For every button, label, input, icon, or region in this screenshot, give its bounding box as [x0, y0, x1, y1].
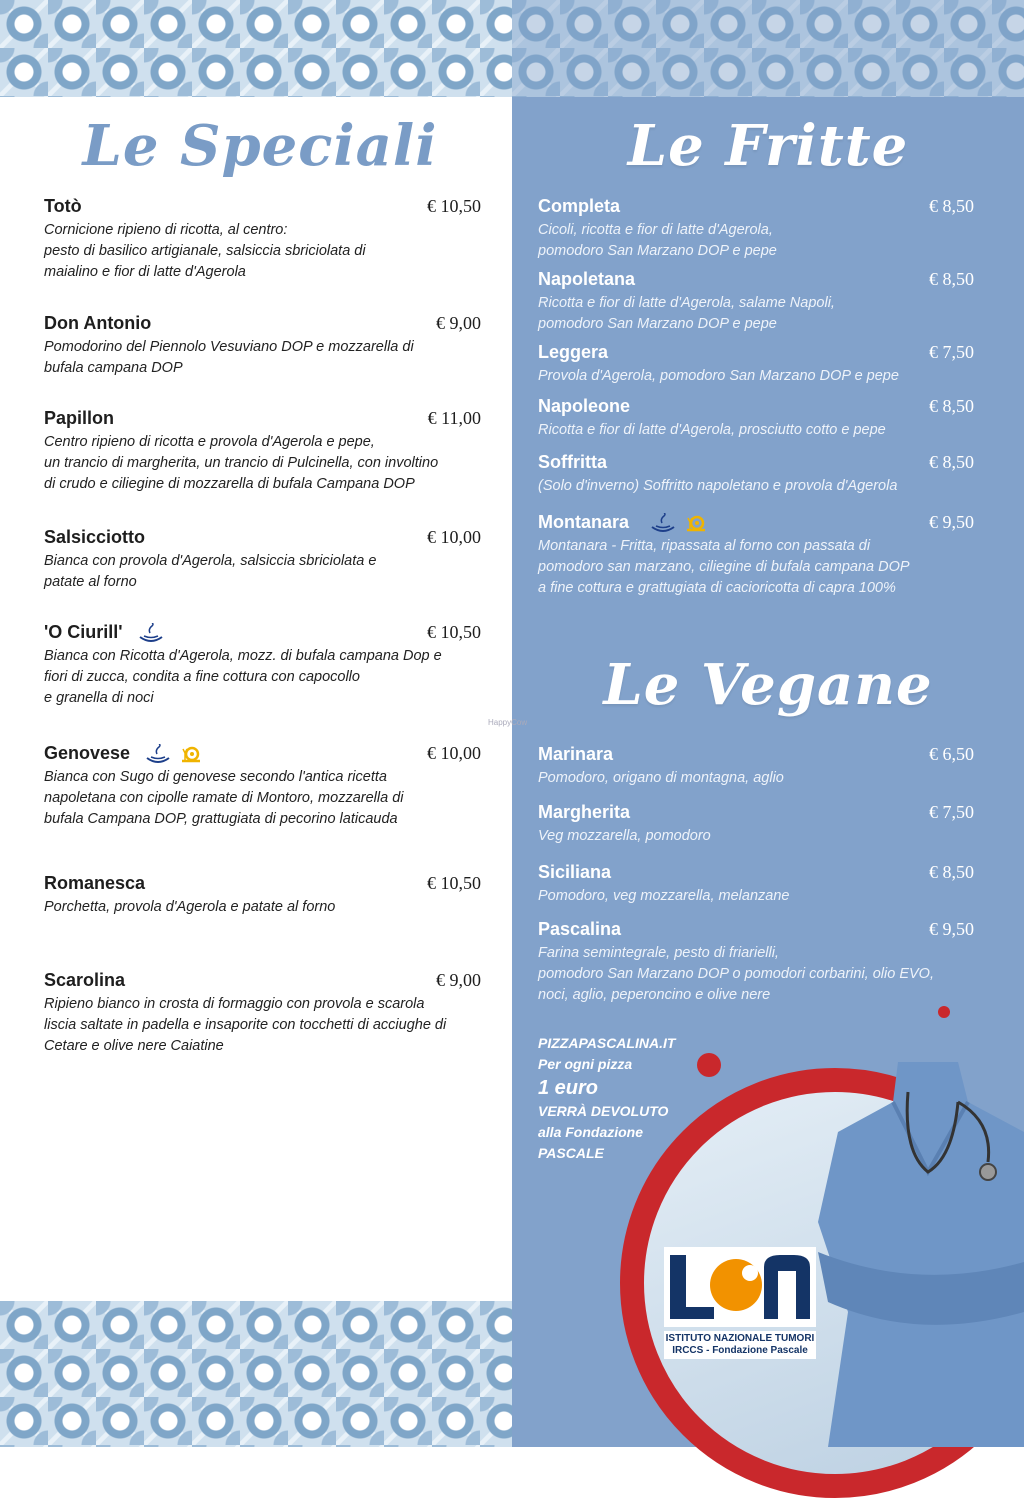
nurse-figure-image [808, 1062, 1024, 1447]
item-description: Centro ripieno di ricotta e provola d'Agerola e pepe, un trancio di margherita, un trancio di Pulcinella, con involtino di crudo e ciliegine di mozzarella di bufala Campana DOP [44, 434, 439, 492]
item-price: € 10,00 [427, 527, 481, 547]
snail-slowfood-icon [180, 744, 202, 764]
vegane-title: Le Vegane [603, 652, 933, 718]
spiced-dish-icon [145, 744, 171, 764]
item-name: Totò [44, 196, 82, 216]
item-description: Pomodorino del Piennolo Vesuviano DOP e mozzarella di bufala campana DOP [44, 339, 414, 376]
speciali-title: Le Speciali [82, 113, 438, 179]
menu-item-genovese [44, 743, 481, 830]
item-name: Napoleone [538, 396, 631, 416]
item-price: € 8,50 [929, 396, 974, 416]
item-description: Pomodoro, origano di montagna, aglio [538, 770, 784, 786]
int-logo [664, 1247, 816, 1359]
item-name: Genovese [44, 743, 481, 764]
item-description: Porchetta, provola d'Agerola e patate al forno [44, 899, 336, 915]
item-name: Scarolina [44, 970, 126, 990]
fritte-title: Le Fritte [627, 113, 909, 179]
item-description: Ricotta e fior di latte d'Agerola, salame Napoli, pomodoro San Marzano DOP e pepe [538, 295, 835, 332]
item-description: Provola d'Agerola, pomodoro San Marzano DOP e pepe [538, 368, 899, 384]
item-price: € 10,50 [427, 873, 481, 893]
promo-amount: 1 euro [538, 1077, 599, 1099]
int-logo-mark [664, 1247, 816, 1327]
item-name: Don Antonio [44, 313, 152, 333]
item-price: € 11,00 [427, 408, 481, 428]
item-price: € 8,50 [929, 452, 974, 472]
item-name: Leggera [538, 342, 609, 362]
spiced-dish-icon [138, 623, 164, 643]
menu-item-siciliana [538, 862, 974, 907]
item-name: Pascalina [538, 919, 622, 939]
item-price: € 9,00 [436, 313, 481, 333]
item-name: Montanara [538, 512, 974, 533]
item-name: Salsicciotto [44, 527, 146, 547]
item-description: Montanara - Fritta, ripassata al forno con passata di pomodoro san marzano, ciliegine di bufala campana DOP a fine cottura e grattugiata di cacioricotta di capra 100% [538, 538, 910, 597]
item-price: € 10,50 [427, 622, 481, 642]
item-price: € 9,50 [929, 919, 974, 939]
item-description: Bianca con Sugo di genovese secondo l'antica ricetta napoletana con cipolle ramate di Montoro, mozzarella di bufala Campana DOP, grattugiata di pecorino laticauda [44, 769, 404, 828]
item-price: € 8,50 [929, 862, 974, 882]
menu-item-margherita [538, 802, 974, 847]
item-price: € 8,50 [929, 269, 974, 289]
menu-item-papillon [44, 408, 481, 495]
decorative-dot [938, 1006, 950, 1018]
logo-line1: ISTITUTO NAZIONALE TUMORI [665, 1333, 815, 1344]
promo-line1: Per ogni pizza [538, 1056, 633, 1072]
menu-item-leggera [538, 342, 974, 387]
menu-item-completa [538, 196, 974, 262]
promo-line2: VERRÀ DEVOLUTO [538, 1103, 669, 1119]
item-description: Bianca con Ricotta d'Agerola, mozz. di bufala campana Dop e fiori di zucca, condita a fine cottura con capocollo e granella di noci [44, 648, 442, 707]
happycow-watermark: HappyCow [488, 718, 528, 727]
item-name: Romanesca [44, 873, 146, 893]
menu-item-napoletana [538, 269, 974, 335]
menu-item-toto [44, 196, 481, 283]
decorative-dot [697, 1053, 721, 1077]
promo-line3: alla Fondazione [538, 1124, 644, 1140]
item-name: Marinara [538, 744, 614, 764]
item-description: Veg mozzarella, pomodoro [538, 828, 711, 844]
item-name: 'O Ciurill' [44, 622, 481, 643]
item-description: (Solo d'inverno) Soffritto napoletano e provola d'Agerola [538, 478, 898, 494]
menu-item-napoleone [538, 396, 974, 441]
promo-line4: PASCALE [538, 1145, 604, 1161]
item-name: Margherita [538, 802, 631, 822]
item-description: Farina semintegrale, pesto di friarielli, pomodoro San Marzano DOP o pomodori corbarini, olio EVO, noci, aglio, peperoncino e olive nere [538, 945, 934, 1003]
menu-item-salsicciotto [44, 527, 481, 593]
item-description: Pomodoro, veg mozzarella, melanzane [538, 888, 790, 904]
menu-item-marinara [538, 744, 974, 789]
item-price: € 8,50 [929, 196, 974, 216]
item-price: € 7,50 [929, 342, 974, 362]
item-description: Cornicione ripieno di ricotta, al centro: pesto di basilico artigianale, salsiccia sbriciolata di maialino e fior di latte d'Agerola [44, 222, 366, 280]
spiced-dish-icon [650, 513, 676, 533]
item-price: € 9,00 [436, 970, 481, 990]
menu-item-montanara [538, 512, 974, 599]
snail-slowfood-icon [685, 513, 707, 533]
item-price: € 10,00 [427, 743, 481, 763]
menu-item-soffritta [538, 452, 974, 497]
item-name: Papillon [44, 408, 115, 428]
menu-item-o-ciurill [44, 622, 481, 709]
item-description: Ricotta e fior di latte d'Agerola, prosciutto cotto e pepe [538, 422, 886, 438]
menu-item-don-antonio [44, 313, 481, 379]
item-name: Siciliana [538, 862, 612, 882]
tile-border-bottom [0, 1301, 512, 1447]
item-price: € 10,50 [427, 196, 481, 216]
item-price: € 6,50 [929, 744, 974, 764]
item-name: Completa [538, 196, 621, 216]
tile-border-top-right-overlay [512, 0, 1024, 97]
item-description: Cicoli, ricotta e fior di latte d'Agerola, pomodoro San Marzano DOP e pepe [538, 222, 777, 259]
item-name: Napoletana [538, 269, 636, 289]
promo-site: PIZZAPASCALINA.IT [538, 1035, 676, 1051]
charity-promo [538, 1033, 698, 1164]
item-price: € 9,50 [929, 512, 974, 532]
item-price: € 7,50 [929, 802, 974, 822]
item-description: Bianca con provola d'Agerola, salsiccia sbriciolata e patate al forno [44, 553, 377, 590]
item-description: Ripieno bianco in crosta di formaggio con provola e scarola liscia saltate in padella e insaporite con tocchetti di acciughe di Cetare e olive nere Caiatine [44, 996, 447, 1054]
menu-item-scarolina [44, 970, 481, 1057]
menu-item-pascalina [538, 919, 974, 1006]
item-name: Soffritta [538, 452, 607, 472]
logo-line2: IRCCS - Fondazione Pascale [672, 1345, 808, 1356]
menu-item-romanesca [44, 873, 481, 918]
